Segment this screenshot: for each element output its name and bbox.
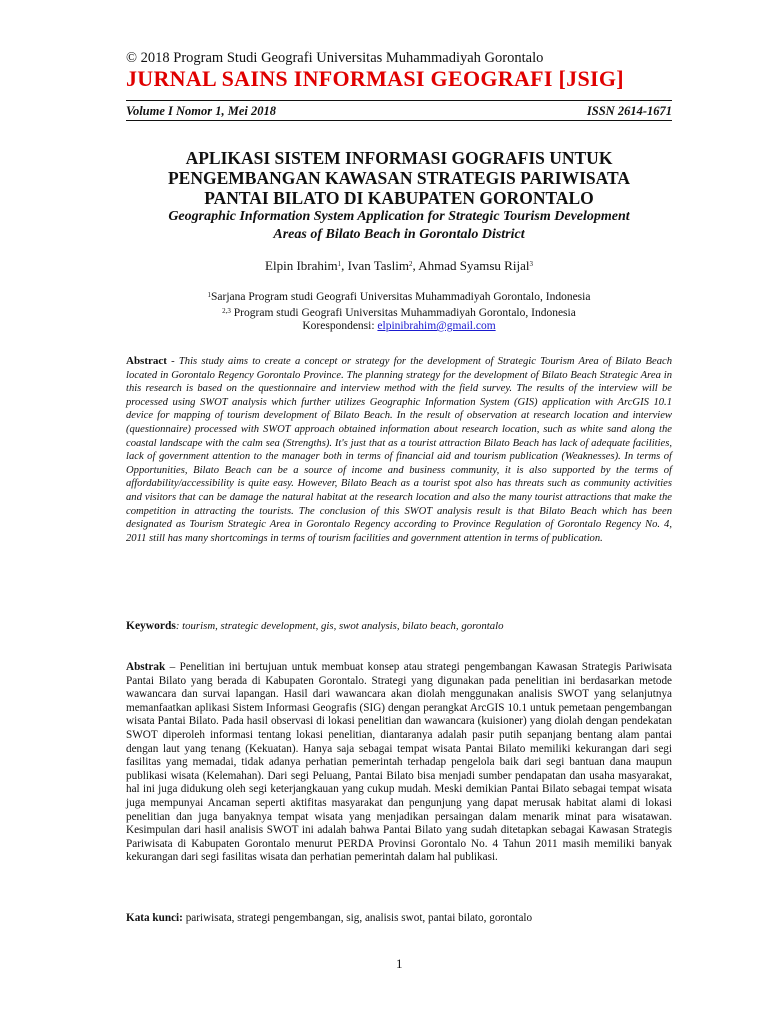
header-rule-bottom [126, 120, 672, 121]
keywords-english [126, 620, 672, 632]
author-sup: 3 [529, 260, 533, 268]
affiliation-2 [126, 305, 672, 321]
affiliation-sup: 1 [207, 291, 212, 299]
author-sup: 1 [337, 260, 342, 268]
header-rule-top [126, 100, 672, 101]
abstrak-label: Abstrak [126, 661, 166, 673]
affiliations [126, 289, 672, 334]
author-sep: , [341, 258, 348, 273]
author-list [126, 258, 672, 274]
volume-bar [126, 102, 672, 119]
subtitle-line: Areas of Bilato Beach in Gorontalo District [273, 227, 525, 242]
affiliation-text: Program studi Geografi Universitas Muhammadiyah Gorontalo, Indonesia [230, 306, 576, 319]
author-sup: 2 [408, 260, 413, 268]
page-number: 1 [396, 956, 403, 971]
abstract-english [126, 355, 672, 545]
title-line: PANTAI BILATO DI KABUPATEN GORONTALO [204, 188, 594, 208]
paper-subtitle [126, 208, 672, 244]
abstrak-text: – Penelitian ini bertujuan untuk membuat konsep atau strategi pengembangan Kawasan Strategis Pariwisata Pantai Bilato yang berada di Kabupaten Gorontalo. Strategi yang digunakan pada penelitian ini berdasarkan metode wawancara dan survai lapangan. Hasil dari wawancara akan diolah menggunakan analisis SWOT yang selanjutnya memanfaatkan aplikasi Sistem Informasi Geografis (SIG) dengan perangkat ArcGIS 10.1 untuk pemetaan pengembangan wisata Pantai Bilato. Pada hasil observasi di lokasi penelitian dan wawancara (kuisioner) yang diolah dengan pendekatan SWOT diperoleh informasi tentang lokasi penelitian, diantaranya adalah pasir putih sepanjang bentang alam pantai dengan laut yang tenang (Kekuatan). Hanya saja sebagai tempat wisata Pantai Bilato memiliki kekurangan dari segi fasilitas yang memadai, tidak adanya perhatian pemerintah terhadap pengelola baik dari segi bantuan dana maupun publikasi wisata (Kelemahan). Dari segi Peluang, Pantai Bilato bisa menjadi sumber pendapatan dan usaha masyarakat, hal ini juga didukung oleh segi keterjangkauan yang cukup mudah. Meski demikian Pantai Bilato sebagai tempat wisata juga mempunyai Ancaman seperti aktifitas masyarakat dan pengunjung yang dapat merusak habitat alami di lokasi penelitian dan juga banyaknya tempat wisata yang menjadikan persaingan dalam menarik minat para wisatawan. Kesimpulan dari hasil analisis SWOT ini adalah bahwa Pantai Bilato yang sudah ditetapkan sebagai Kawasan Strategis Pariwisata di Kabupaten Gorontalo menurut PERDA Provinsi Gorontalo No. 4 Tahun 2011 masih memiliki banyak kekurangan dari segi fasilitas wisata dan perhatian pemerintah dalam hal publikasi. [126, 661, 672, 864]
kata-kunci-label: Kata kunci: [126, 912, 183, 924]
affiliation-1 [126, 289, 672, 305]
volume-info: Volume I Nomor 1, Mei 2018 [126, 104, 277, 118]
subtitle-line: Geographic Information System Application for Strategic Tourism Development [168, 209, 630, 224]
abstract-text: - This study aims to create a concept or strategy for the development of Strategic Tourism Area of Bilato Beach located in Gorontalo Regency Gorontalo Province. The planning strategy for the development of Bilato Beach Strategic Area in this research is based on the questionnaire and interview method with the field survey. The results of the interview will be processed using SWOT analysis which further utilizes Geographic Information System (GIS) application with ArcGIS 10.1 device for mapping of tourism development of Bilato Beach. In the result of observation at research location and interview (questionnaire) processed with SWOT approach obtained information about research location, such as white sand along the coastal landscape with the calm sea (Strengths). It's just that as a tourist attraction Bilato Beach has lack of adequate facilities, lack of government attention to the manager both in terms of financial aid and tourism publication (Weaknesses). In terms of Opportunities, Bilato Beach can be a source of income and business community, it is also supported by the terms of affordability/accessibility is quite easy. However, Bilato Beach as a tourist spot also has threats such as community activities and visitors that can be damage the natural habitat at the research location and also the many tourist attractions that make the competition in attracting the tourists. The conclusion of this SWOT analysis result is that Bilato Beach which has been designated as Tourism Strategic Area in Gorontalo Regency according to Province Regulation of Gorontalo Regency No. 4, 2011 still has many shortcomings in terms of tourism facilities and government attention in terms of publication. [126, 356, 672, 544]
kata-kunci-text: pariwisata, strategi pengembangan, sig, analisis swot, pantai bilato, gorontalo [182, 912, 533, 924]
author-name: Elpin Ibrahim [265, 258, 338, 273]
author-name: Ivan Taslim [347, 258, 409, 273]
author-name: Ahmad Syamsu Rijal [418, 258, 530, 273]
journal-name: JURNAL SAINS INFORMASI GEOGRAFI [JSIG] [126, 66, 624, 91]
abstract-indonesian [126, 661, 672, 865]
email-link[interactable]: elpinibrahim@gmail.com [377, 320, 496, 332]
title-line: PENGEMBANGAN KAWASAN STRATEGIS PARIWISATA [167, 168, 631, 188]
correspondence [126, 320, 672, 334]
keywords-indonesian [126, 912, 672, 924]
keywords-label: Keywords [126, 620, 176, 632]
keywords-text: : tourism, strategic development, gis, swot analysis, bilato beach, gorontalo [175, 620, 504, 632]
affiliation-sup: 2,3 [222, 306, 231, 315]
correspondence-label: Korespondensi: [302, 320, 378, 332]
paper-title [126, 148, 672, 208]
author-sep: , [412, 258, 419, 273]
affiliation-text: Sarjana Program studi Geografi Universitas Muhammadiyah Gorontalo, Indonesia [211, 291, 591, 303]
issn: ISSN 2614-1671 [586, 104, 672, 118]
title-line: APLIKASI SISTEM INFORMASI GOGRAFIS UNTUK [185, 148, 613, 168]
abstract-label: Abstract [126, 355, 167, 367]
copyright-line: © 2018 Program Studi Geografi Universitas Muhammadiyah Gorontalo [126, 50, 544, 66]
